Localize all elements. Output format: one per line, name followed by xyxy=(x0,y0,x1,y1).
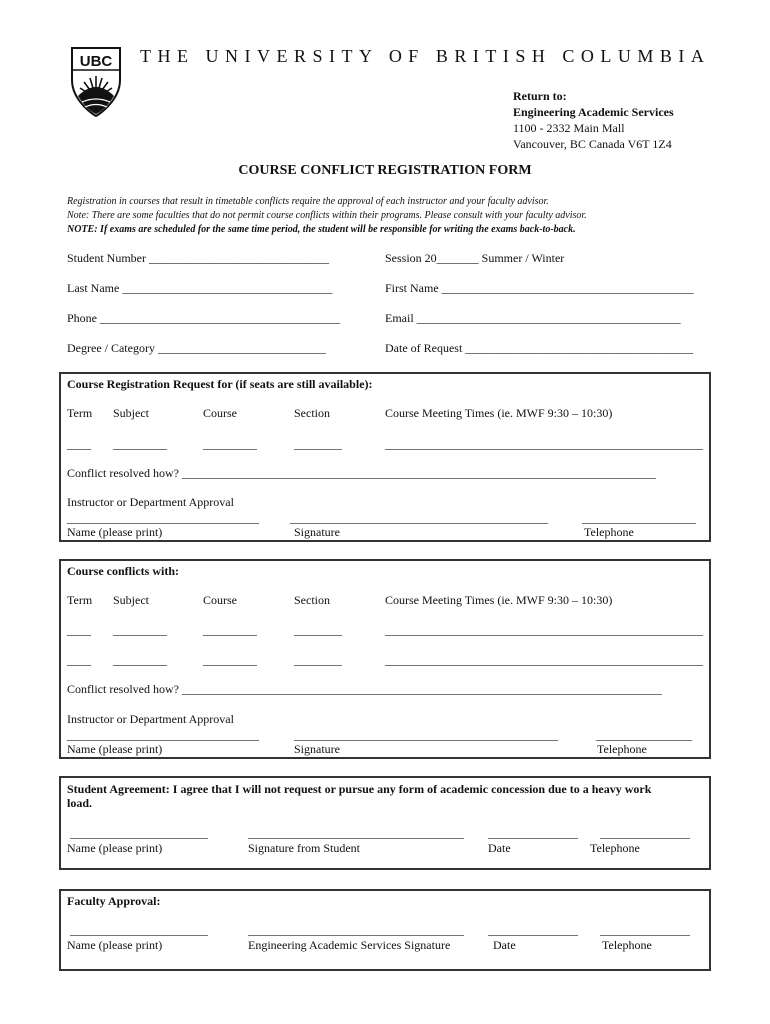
section-input[interactable]: ________ xyxy=(294,623,342,637)
term-input[interactable]: ____ xyxy=(67,437,91,451)
intro-line-1: Registration in courses that result in timetable conflicts require the approval of each instructor and your faculty advisor. xyxy=(67,196,549,207)
conflict-resolved-field[interactable]: Conflict resolved how? ________________________________________________________________________________ xyxy=(67,682,662,696)
registration-request-heading: Course Registration Request for (if seats are still available): xyxy=(67,377,373,391)
faculty-date-line[interactable]: _______________ xyxy=(488,923,578,937)
term-input[interactable]: ____ xyxy=(67,653,91,667)
telephone-label: Telephone xyxy=(590,841,640,855)
section-input[interactable]: ________ xyxy=(294,653,342,667)
signature-label: Signature xyxy=(294,742,340,756)
subject-input[interactable]: _________ xyxy=(113,623,167,637)
student-agreement-heading-cont: load. xyxy=(67,796,93,810)
department-name: Engineering Academic Services xyxy=(513,105,674,119)
course-input[interactable]: _________ xyxy=(203,653,257,667)
faculty-approval-heading: Faculty Approval: xyxy=(67,894,161,908)
subject-input[interactable]: _________ xyxy=(113,437,167,451)
col-subject: Subject xyxy=(113,593,149,607)
agreement-telephone-line[interactable]: _______________ xyxy=(600,826,690,840)
faculty-name-line[interactable]: _______________________ xyxy=(70,923,208,937)
date-of-request-field[interactable]: Date of Request ______________________________________ xyxy=(385,341,694,355)
telephone-label: Telephone xyxy=(584,525,634,539)
session-field[interactable]: Session 20_______ Summer / Winter xyxy=(385,251,565,265)
col-term: Term xyxy=(67,593,93,607)
address-line-1: 1100 - 2332 Main Mall xyxy=(513,121,625,135)
intro-exam-note: NOTE: If exams are scheduled for the same time period, the student will be responsible for writing the exams back-to-back. xyxy=(67,224,576,235)
col-term: Term xyxy=(67,406,93,420)
course-conflicts-heading: Course conflicts with: xyxy=(67,564,179,578)
telephone-label: Telephone xyxy=(602,938,652,952)
university-name: THE UNIVERSITY OF BRITISH COLUMBIA xyxy=(140,46,711,66)
return-to-label: Return to: xyxy=(513,89,567,103)
approval-telephone-line[interactable]: ________________ xyxy=(596,728,692,742)
instructor-approval-label: Instructor or Department Approval xyxy=(67,712,234,726)
name-label: Name (please print) xyxy=(67,525,163,539)
last-name-field[interactable]: Last Name ___________________________________ xyxy=(67,281,333,295)
conflict-resolved-field[interactable]: Conflict resolved how? _______________________________________________________________________________ xyxy=(67,466,656,480)
signature-label: Signature xyxy=(294,525,340,539)
date-label: Date xyxy=(488,841,511,855)
approval-signature-line[interactable]: ___________________________________________ xyxy=(290,511,548,525)
svg-text:UBC: UBC xyxy=(79,53,113,70)
course-input[interactable]: _________ xyxy=(203,437,257,451)
intro-note: Note: There are some faculties that do not permit course conflicts within their programs. Please consult with your faculty advisor. xyxy=(67,210,587,221)
first-name-field[interactable]: First Name __________________________________________ xyxy=(385,281,694,295)
col-section: Section xyxy=(294,406,330,420)
meeting-times-input[interactable]: _____________________________________________________ xyxy=(385,623,703,637)
name-label: Name (please print) xyxy=(67,938,163,952)
name-label: Name (please print) xyxy=(67,841,163,855)
approval-name-line[interactable]: ________________________________ xyxy=(67,511,259,525)
faculty-signature-line[interactable]: ____________________________________ xyxy=(248,923,464,937)
agreement-signature-line[interactable]: ____________________________________ xyxy=(248,826,464,840)
date-label: Date xyxy=(493,938,516,952)
term-input[interactable]: ____ xyxy=(67,623,91,637)
approval-name-line[interactable]: ________________________________ xyxy=(67,728,259,742)
student-number-field[interactable]: Student Number ______________________________ xyxy=(67,251,329,265)
approval-signature-line[interactable]: ____________________________________________ xyxy=(294,728,558,742)
phone-field[interactable]: Phone ________________________________________ xyxy=(67,311,340,325)
col-subject: Subject xyxy=(113,406,149,420)
col-course: Course xyxy=(203,406,237,420)
eas-signature-label: Engineering Academic Services Signature xyxy=(248,938,451,952)
ubc-crest-logo xyxy=(70,46,122,118)
col-meeting-times: Course Meeting Times (ie. MWF 9:30 – 10:30) xyxy=(385,406,613,420)
form-title: COURSE CONFLICT REGISTRATION FORM xyxy=(238,163,532,178)
agreement-name-line[interactable]: _______________________ xyxy=(70,826,208,840)
col-course: Course xyxy=(203,593,237,607)
degree-category-field[interactable]: Degree / Category ____________________________ xyxy=(67,341,326,355)
student-signature-label: Signature from Student xyxy=(248,841,360,855)
name-label: Name (please print) xyxy=(67,742,163,756)
subject-input[interactable]: _________ xyxy=(113,653,167,667)
meeting-times-input[interactable]: _____________________________________________________ xyxy=(385,653,703,667)
email-field[interactable]: Email ____________________________________________ xyxy=(385,311,681,325)
telephone-label: Telephone xyxy=(597,742,647,756)
instructor-approval-label: Instructor or Department Approval xyxy=(67,495,234,509)
section-input[interactable]: ________ xyxy=(294,437,342,451)
col-section: Section xyxy=(294,593,330,607)
col-meeting-times: Course Meeting Times (ie. MWF 9:30 – 10:30) xyxy=(385,593,613,607)
faculty-telephone-line[interactable]: _______________ xyxy=(600,923,690,937)
agreement-date-line[interactable]: _______________ xyxy=(488,826,578,840)
address-line-2: Vancouver, BC Canada V6T 1Z4 xyxy=(513,137,672,151)
approval-telephone-line[interactable]: ___________________ xyxy=(582,511,696,525)
meeting-times-input[interactable]: _____________________________________________________ xyxy=(385,437,703,451)
student-agreement-heading: Student Agreement: I agree that I will not request or pursue any form of academic concession due to a heavy work xyxy=(67,782,652,796)
course-input[interactable]: _________ xyxy=(203,623,257,637)
